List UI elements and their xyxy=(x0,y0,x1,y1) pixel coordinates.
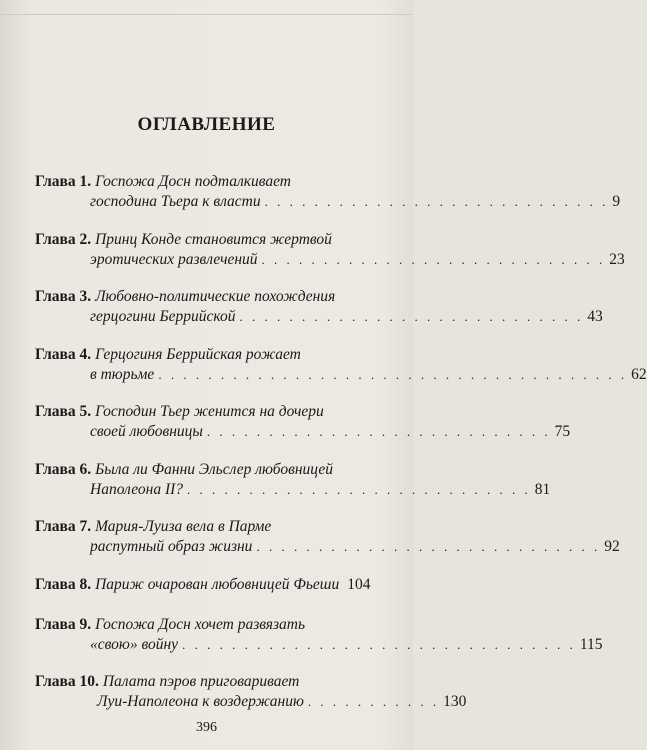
chapter-page-number: 9 xyxy=(612,193,621,210)
leader-dots: . . . . . . . . . . . . . . . . . . . . . . . . . . . . xyxy=(187,481,531,497)
chapter-label: Глава 10. xyxy=(35,673,99,690)
chapter-title-line2: своей любовницы xyxy=(90,423,203,440)
chapter-label: Глава 2. xyxy=(35,230,92,248)
chapter-title-line2: Луи-Наполеона к воздержанию xyxy=(97,693,304,710)
chapter-page-number: 92 xyxy=(604,538,620,555)
chapter-title-line2: в тюрьме xyxy=(90,365,155,383)
chapter-label: Глава 5. xyxy=(35,403,92,420)
chapter-label: Глава 9. xyxy=(35,615,92,633)
leader-dots: . . . . . . . . . . . . . . . . . . . . . . . . . . . . xyxy=(264,194,609,209)
chapter-title-line2: герцогини Беррийской xyxy=(90,308,236,325)
chapter-title-line1: Герцогиня Беррийская рожает xyxy=(95,345,301,363)
chapter-page-number: 115 xyxy=(579,635,603,653)
toc-entry xyxy=(35,230,625,288)
chapter-page-number: 81 xyxy=(534,480,551,498)
chapter-title-line1: Любовно-политические похождения xyxy=(95,288,336,305)
chapter-page-number: 43 xyxy=(587,308,603,325)
chapter-page-number: 75 xyxy=(554,423,571,440)
chapter-title-line2: «свою» войну xyxy=(90,635,179,653)
chapter-title-line2: Наполеона II? xyxy=(90,480,184,498)
chapter-title-line1: Принц Конде становится жертвой xyxy=(95,230,332,248)
chapter-title-line1: Палата пэров приговаривает xyxy=(102,673,300,690)
chapter-title-line2: распутный образ жизни xyxy=(90,538,253,555)
chapter-label: Глава 3. xyxy=(35,288,92,305)
chapter-label: Глава 4. xyxy=(35,345,92,363)
leader-dots: . . . . . . . . . . . . . . . . . . . . . . . . . . . . . . . . xyxy=(182,636,576,652)
page-title: ОГЛАВЛЕНИЕ xyxy=(137,114,276,135)
chapter-title-line2: господина Тьера к власти xyxy=(90,193,261,210)
chapter-label: Глава 8. xyxy=(35,575,92,593)
toc-entry xyxy=(35,172,621,230)
toc-entry xyxy=(35,402,571,460)
toc-entry xyxy=(35,575,370,615)
chapter-title-line1: Париж очарован любовницей Фьеши xyxy=(95,575,340,593)
leader-dots: . . . . . . . . . . . xyxy=(307,694,440,709)
toc-entry xyxy=(35,287,603,345)
chapter-title-line1: Госпожа Досн подталкивает xyxy=(95,173,291,190)
leader-dots: . . . . . . . . . . . . . . . . . . . . . . . . . . . . xyxy=(239,309,584,324)
leader-dots: . . . . . . . . . . . . . . . . . . . . . . . . . . . . . . . . . . . . . . xyxy=(158,366,628,382)
toc-entry xyxy=(35,615,603,673)
chapter-title-line1: Госпожа Досн хочет развязать xyxy=(95,615,306,633)
toc-entry xyxy=(35,345,647,403)
chapter-label: Глава 7. xyxy=(35,518,92,535)
page-number: 396 xyxy=(196,720,217,735)
chapter-page-number: 104 xyxy=(347,575,371,593)
chapter-title-line2: эротических развлечений xyxy=(90,250,258,268)
chapter-title-line1: Господин Тьер женится на дочери xyxy=(95,403,324,420)
toc-entry xyxy=(35,460,551,518)
toc-entry xyxy=(35,517,620,575)
leader-dots: . . . . . . . . . . . . . . . . . . . . . . . . . . . . xyxy=(261,251,606,267)
chapter-page-number: 23 xyxy=(609,250,625,268)
chapter-label: Глава 1. xyxy=(35,173,92,190)
chapter-page-number: 130 xyxy=(443,693,467,710)
chapter-label: Глава 6. xyxy=(35,460,92,478)
leader-dots: . . . . . . . . . . . . . . . . . . . . . . . . . . . . xyxy=(206,424,551,439)
page-top-edge xyxy=(0,0,413,15)
chapter-title-line1: Мария-Луиза вела в Парме xyxy=(95,518,272,535)
chapter-page-number: 62 xyxy=(631,365,647,383)
leader-dots: . . . . . . . . . . . . . . . . . . . . . . . . . . . . xyxy=(256,539,601,554)
table-of-contents xyxy=(35,172,647,730)
chapter-title-line1: Была ли Фанни Эльслер любовницей xyxy=(95,460,334,478)
